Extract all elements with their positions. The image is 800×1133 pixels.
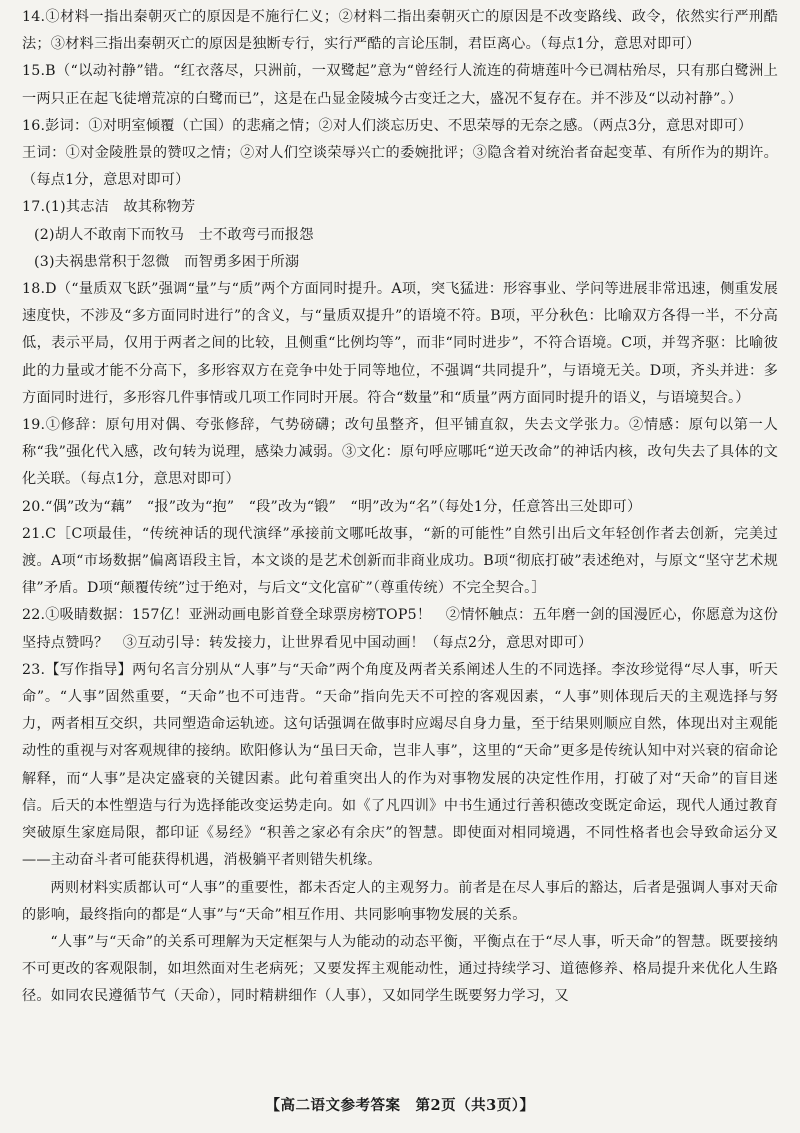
- answer-23-writing-guide: 23.【写作指导】两句名言分别从“人事”与“天命”两个角度及两者关系阐述人生的不同选择。李汝珍觉得“尽人事，听天命”。“人事”固然重要，“天命”也不可违背。“天命”指向先天不可控的客观因素，“人事”则体现后天的主观选择与努力，两者相互交织，共同塑造命运轨迹。这句话强调在做事时应竭尽自身力量，至于结果则顺应自然，体现出对主观能动性的重视与对客观规律的接纳。欧阳修认为“虽曰天命，岂非人事”，这里的“天命”更多是传统认知中对兴衰的宿命论解释，而“人事”是决定盛衰的关键因素。此句着重突出人的作为对事物发展的决定性作用，打破了对“天命”的盲目迷信。后天的本性塑造与行为选择能改变运势走向。如《了凡四训》中书生通过行善积德改变既定命运，现代人通过教育突破原生家庭局限，都印证《易经》“积善之家必有余庆”的智慧。即使面对相同境遇，不同性格者也会导致命运分叉——主动奋斗者可能获得机遇，消极躺平者则错失机缘。: [22, 661, 778, 869]
- answer-21: 21.C［C项最佳，“传统神话的现代演绎”承接前文哪吒故事，“新的可能性”自然引出后文年轻创作者去创新，完美过渡。A项“市场数据”偏离语段主旨，本文谈的是艺术创新而非商业成功。B项“彻底打破”表述绝对，与原文“坚守艺术规律”矛盾。D项“颠覆传统”过于绝对，与后文“文化富矿”（尊重传统）不完全契合。］: [22, 525, 778, 597]
- answer-22: 22.①吸睛数据：157亿！亚洲动画电影首登全球票房榜TOP5！ ②情怀触点：五年磨一剑的国漫匠心，你愿意为这份坚持点赞吗？ ③互动引导：转发接力，让世界看见中国动画！（每点2分，意思对即可）: [22, 607, 778, 651]
- answer-15: 15.B（“以动衬静”错。“红衣落尽，只洲前，一双鹭起”意为“曾经行人流连的荷塘莲叶今已凋枯殆尽，只有那白鹭洲上一两只正在起飞徒增荒凉的白鹭而已”，这是在凸显金陵城今古变迁之大，盛况不复存在。并不涉及“以动衬静”。）: [22, 63, 778, 107]
- answer-17-line-1: 17.(1)其志洁 故其称物芳: [22, 199, 196, 216]
- answer-20: 20.“偶”改为“藕” “报”改为“抱” “段”改为“锻” “明”改为“名”（每处1分，任意答出三处即可）: [22, 498, 642, 515]
- page-footer: 【高二语文参考答案 第2页（共3页）】: [265, 1097, 535, 1114]
- answer-17-line-3: (3)夫祸患常积于忽微 而智勇多困于所溺: [34, 253, 300, 270]
- answer-17-line-2: (2)胡人不敢南下而牧马 士不敢弯弓而报怨: [34, 226, 314, 243]
- answer-23-paragraph-2: “人事”与“天命”的关系可理解为天定框架与人为能动的动态平衡，平衡点在于“尽人事，听天命”的智慧。既要接纳不可更改的客观限制，如坦然面对生老病死；又要发挥主观能动性，通过持续学习、道德修养、格局提升来优化人生路径。如同农民遵循节气（天命），同时精耕细作（人事），又如同学生既要努力学习，又: [22, 933, 778, 1005]
- answer-19: 19.①修辞：原句用对偶、夸张修辞，气势磅礴；改句虽整齐，但平铺直叙，失去文学张力。②情感：原句以第一人称“我”强化代入感，改句转为说理，感染力减弱。③文化：原句呼应哪吒“逆天改命”的神话内核，改句失去了具体的文化关联。（每点1分，意思对即可）: [22, 417, 778, 488]
- answer-16-peng: 16.彭词：①对明室倾覆（亡国）的悲痛之情；②对人们淡忘历史、不思荣辱的无奈之感。（两点3分，意思对即可）: [22, 117, 753, 134]
- answer-23-paragraph-1: 两则材料实质都认可“人事”的重要性，都未否定人的主观努力。前者是在尽人事后的豁达，后者是强调人事对天命的影响，最终指向的都是“人事”与“天命”相互作用、共同影响事物发展的关系。: [22, 879, 778, 923]
- answer-18: 18.D（“量质双飞跃”强调“量”与“质”两个方面同时提升。A项，突飞猛进：形容事业、学问等进展非常迅速，侧重发展速度快，不涉及“多方面同时进行”的含义，与“量质双提升”的语境不符。B项，平分秋色：比喻双方各得一半，不分高低，表示平局，仅用于两者之间的比较，且侧重“比例均等”，而非“同时进步”，不符合语境。C项，并驾齐驱：比喻彼此的力量或才能不分高下，多形容双方在竞争中处于同等地位，不强调“共同提升”，与语境无关。D项，齐头并进：多方面同时进行，多形容几件事情或几项工作同时开展。符合“数量”和“质量”两方面同时提升的语义，与语境契合。）: [22, 281, 778, 406]
- answer-17: [22, 194, 778, 276]
- answer-16: [22, 113, 778, 195]
- answer-16-wang: 王词：①对金陵胜景的赞叹之情；②对人们空谈荣辱兴亡的委婉批评；③隐含着对统治者奋起变革、有所作为的期许。（每点1分，意思对即可）: [22, 145, 778, 189]
- answer-14: 14.①材料一指出秦朝灭亡的原因是不施行仁义；②材料二指出秦朝灭亡的原因是不改变路线、政令，依然实行严刑酷法；③材料三指出秦朝灭亡的原因是独断专行，实行严酷的言论压制，君臣离心。（每点1分，意思对即可）: [22, 9, 778, 53]
